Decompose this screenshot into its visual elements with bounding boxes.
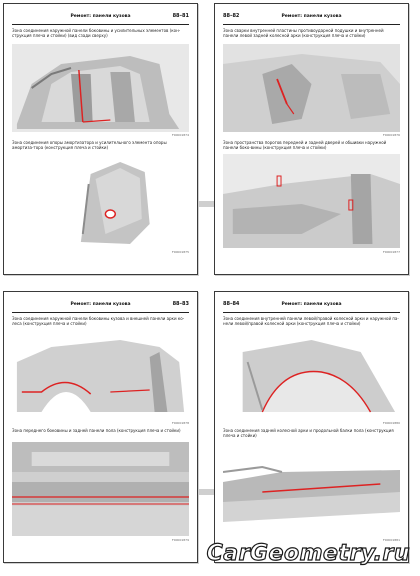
page-connector [198, 201, 214, 207]
figure-wheel-arch-inner [223, 44, 400, 132]
cargeometry-logo: CarGeometry.ru [206, 541, 410, 566]
figure-caption: Зона соединения задней колесной арки и продольной балки пола (конструкция плеча и стойки) [223, 428, 394, 438]
figure-rear-rail [223, 442, 400, 536]
page-connector [198, 489, 214, 495]
page-number: 88–83 [172, 301, 189, 307]
figure-side-panel [12, 332, 189, 420]
page-number: 88–84 [223, 301, 240, 307]
figure-caption: Зона соединения опоры амортизатора и усилительного элемента опоры амортиза-тора (конструкция плеча и стойки) [12, 140, 167, 150]
figure-caption: Зона соединения наружной панели боковины кузова и внешней панели арки ко-леса (конструкция плеча и стойки) [12, 316, 185, 326]
header-title: Ремонт: панели кузова [70, 14, 131, 19]
figure-code: F00001880 [383, 421, 400, 425]
figure-rear-wheel-arch [223, 332, 400, 420]
page-header [223, 12, 400, 25]
figure-caption: Зона пространства порогов передней и задней дверей и обшивки наружной панели боко-вины (конструкция плеча и стойки) [223, 140, 387, 150]
figure-caption: Зона сварки внутренней пластины противоударной подушки и внутренней панели левой задней колесной арки (конструкция плеча и стойки) [223, 28, 384, 38]
header-title: Ремонт: панели кузова [281, 302, 342, 307]
figure-door-sills [223, 154, 400, 248]
header-title: Ремонт: панели кузова [70, 302, 131, 307]
figure-strut-tower [12, 154, 189, 248]
manual-page-2 [214, 3, 409, 275]
figure-floor-panel [12, 442, 189, 536]
page-header [12, 300, 189, 313]
figure-caption: Зона соединения внутренней панели левой/правой колесной арки и наружной па-нели левой/правой колесной арки (конструкция плеча и стойки) [223, 316, 399, 326]
figure-caption: Зона переднего боковины и задней панели пола (конструкция плеча и стойки) [12, 428, 181, 433]
figure-code: F00001874 [172, 133, 189, 137]
figure-code: F00001881 [383, 538, 400, 542]
header-title: Ремонт: панели кузова [281, 14, 342, 19]
manual-page-3 [3, 291, 198, 563]
figure-code: F00001877 [383, 250, 400, 254]
figure-caption: Зона соединения наружной панели боковины и усилительных элементов (кон-струкция плеча и стойки) (вид сзади сверху) [12, 28, 181, 38]
figure-code: F00001875 [172, 250, 189, 254]
manual-page-4 [214, 291, 409, 563]
figure-code: F00001879 [172, 538, 189, 542]
manual-page-1 [3, 3, 198, 275]
figure-code: F00001878 [172, 421, 189, 425]
page-header [223, 300, 400, 313]
figure-pillar-panel [12, 44, 189, 132]
page-number: 88–81 [172, 13, 189, 19]
figure-code: F00001876 [383, 133, 400, 137]
page-number: 88–82 [223, 13, 240, 19]
page-header [12, 12, 189, 25]
